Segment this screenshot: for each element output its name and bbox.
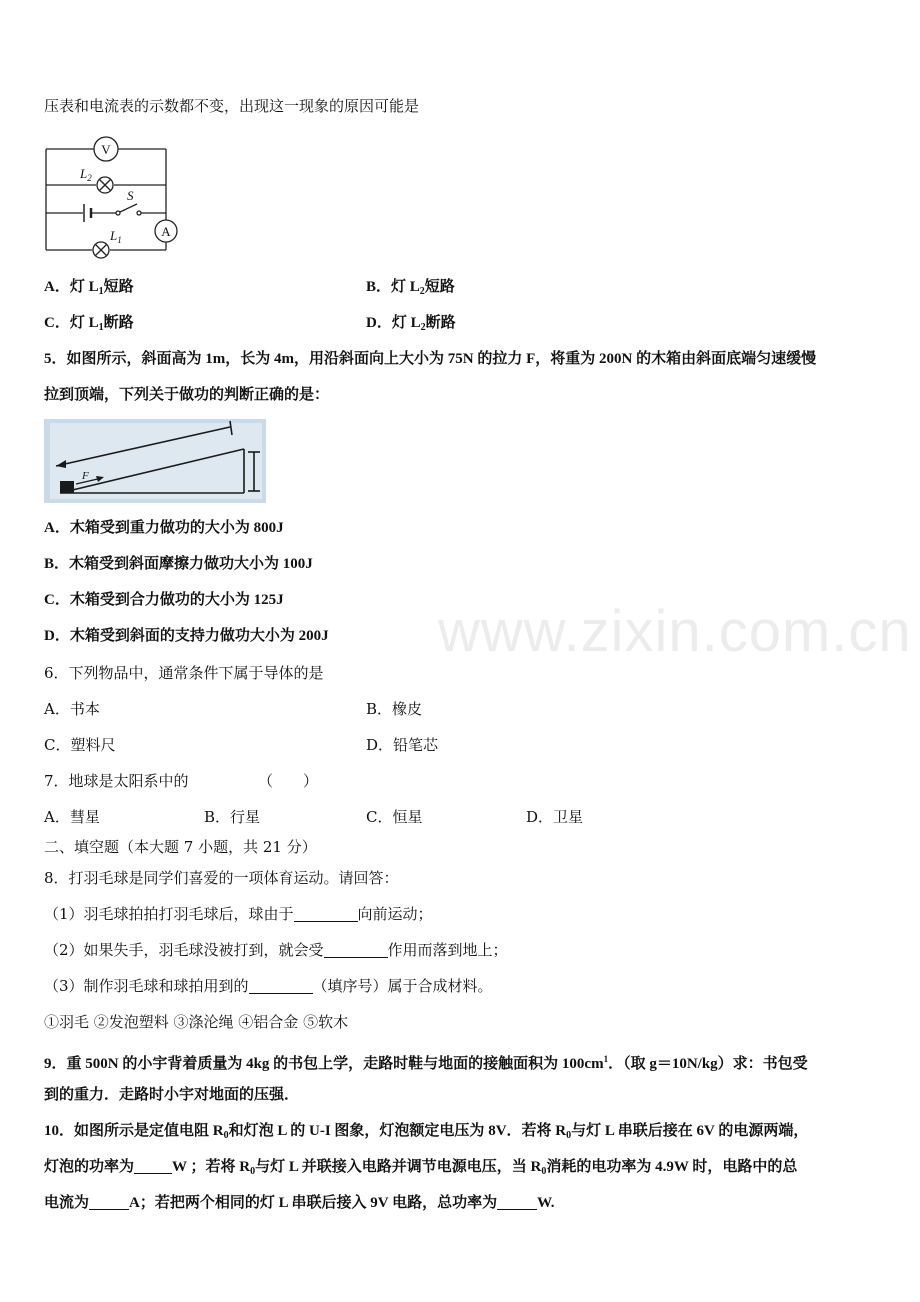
q6-stem: 6．下列物品中，通常条件下属于导体的是 bbox=[44, 664, 324, 682]
l1-label: $L_1$ bbox=[110, 228, 122, 245]
q8-part1: （1）羽毛球拍拍打羽毛球后，球由于 向前运动； bbox=[44, 905, 433, 923]
answer-blank[interactable] bbox=[89, 1193, 129, 1210]
q7-option-d: D．卫星 bbox=[526, 808, 584, 826]
voltmeter-icon bbox=[94, 137, 118, 161]
answer-blank[interactable] bbox=[497, 1193, 537, 1210]
answer-blank[interactable] bbox=[249, 977, 313, 994]
q5-stem-line2: 拉到顶端，下列关于做功的判断正确的是： bbox=[44, 387, 330, 403]
force-label: F bbox=[82, 470, 89, 482]
switch-icon bbox=[116, 204, 141, 215]
l2-label: $L_2$ bbox=[80, 166, 92, 183]
q5-option-a: A．木箱受到重力做功的大小为 800J bbox=[44, 520, 284, 536]
q9-line2: 到的重力．走路时小宇对地面的压强． bbox=[44, 1087, 300, 1103]
answer-blank[interactable] bbox=[294, 905, 358, 922]
q10-line3: 电流为 A；若把两个相同的灯 L 串联后接入 9V 电路，总功率为 W. bbox=[44, 1195, 555, 1211]
q7-stem: 7．地球是太阳系中的 bbox=[44, 772, 189, 790]
q6-option-d: D．铅笔芯 bbox=[366, 736, 439, 754]
circuit-diagram bbox=[40, 134, 190, 259]
battery-icon bbox=[84, 204, 91, 222]
q5-option-c: C．木箱受到合力做功的大小为 125J bbox=[44, 592, 284, 608]
q6-option-a: A．书本 bbox=[44, 700, 100, 718]
q6-option-b: B．橡皮 bbox=[366, 700, 423, 718]
q8-materials: ①羽毛 ②发泡塑料 ③涤沦绳 ④铝合金 ⑤软木 bbox=[44, 1013, 349, 1031]
q5-stem-line1: 5．如图所示，斜面高为 1m，长为 4m，用沿斜面向上大小为 75N 的拉力 F，将重为 200N 的木箱由斜面底端匀速缓慢 bbox=[44, 351, 817, 367]
q4-stem-tail: 压表和电流表的示数都不变，出现这一现象的原因可能是 bbox=[44, 97, 420, 115]
q4-option-d: D．灯 $L_2$断路 bbox=[366, 315, 456, 333]
switch-label: S bbox=[127, 188, 134, 203]
q7-option-b: B．行星 bbox=[204, 808, 261, 826]
q4-option-b: B．灯 $L_2$短路 bbox=[366, 279, 455, 297]
incline-figure bbox=[44, 419, 266, 503]
q10-line1: 10．如图所示是定值电阻 $R_0$和灯泡 L 的 U-I 图象，灯泡额定电压为 8V．若将 $R_0$与灯 L 串联后接在 6V 的电源两端， bbox=[44, 1123, 809, 1141]
ammeter-icon bbox=[155, 220, 177, 242]
lamp-l2-icon bbox=[97, 177, 113, 193]
q5-option-b: B．木箱受到斜面摩擦力做功大小为 100J bbox=[44, 556, 313, 572]
q4-option-c: C．灯 $L_1$断路 bbox=[44, 315, 134, 333]
q10-line2: 灯泡的功率为 W ；若将 $R_0$与灯 L 并联接入电路并调节电源电压，当 $R_0$消耗的电功率为 4.9W 时，电路中的总 bbox=[44, 1159, 798, 1177]
section-heading: 二、填空题（本大题 7 小题，共 21 分） bbox=[44, 838, 317, 856]
q6-option-c: C．塑料尺 bbox=[44, 736, 116, 754]
q5-option-d: D．木箱受到斜面的支持力做功大小为 200J bbox=[44, 628, 329, 644]
wooden-box bbox=[60, 481, 74, 493]
q7-option-c: C．恒星 bbox=[366, 808, 423, 826]
q8-part3: （3）制作羽毛球和球拍用到的 （填序号）属于合成材料。 bbox=[44, 977, 493, 995]
svg-text:A: A bbox=[161, 224, 171, 239]
q9-line1: 9．重 500N 的小宇背着质量为 4kg 的书包上学，走路时鞋与地面的接触面积为 $100cm^1$．（取 g＝10N/kg）求：书包受 bbox=[44, 1054, 808, 1072]
svg-text:V: V bbox=[101, 142, 111, 157]
answer-blank[interactable] bbox=[134, 1157, 172, 1174]
answer-blank[interactable] bbox=[324, 941, 388, 958]
q4-option-a: A．灯 $L_1$短路 bbox=[44, 279, 134, 297]
watermark: www.zixin.com.cn bbox=[438, 599, 912, 664]
q7-paren: （ ） bbox=[258, 772, 319, 790]
q7-option-a: A．彗星 bbox=[44, 808, 100, 826]
q8-part2: （2）如果失手，羽毛球没被打到，就会受 作用而落到地上； bbox=[44, 941, 508, 959]
q8-stem: 8．打羽毛球是同学们喜爱的一项体育运动。请回答： bbox=[44, 869, 399, 887]
lamp-l1-icon bbox=[93, 242, 109, 258]
